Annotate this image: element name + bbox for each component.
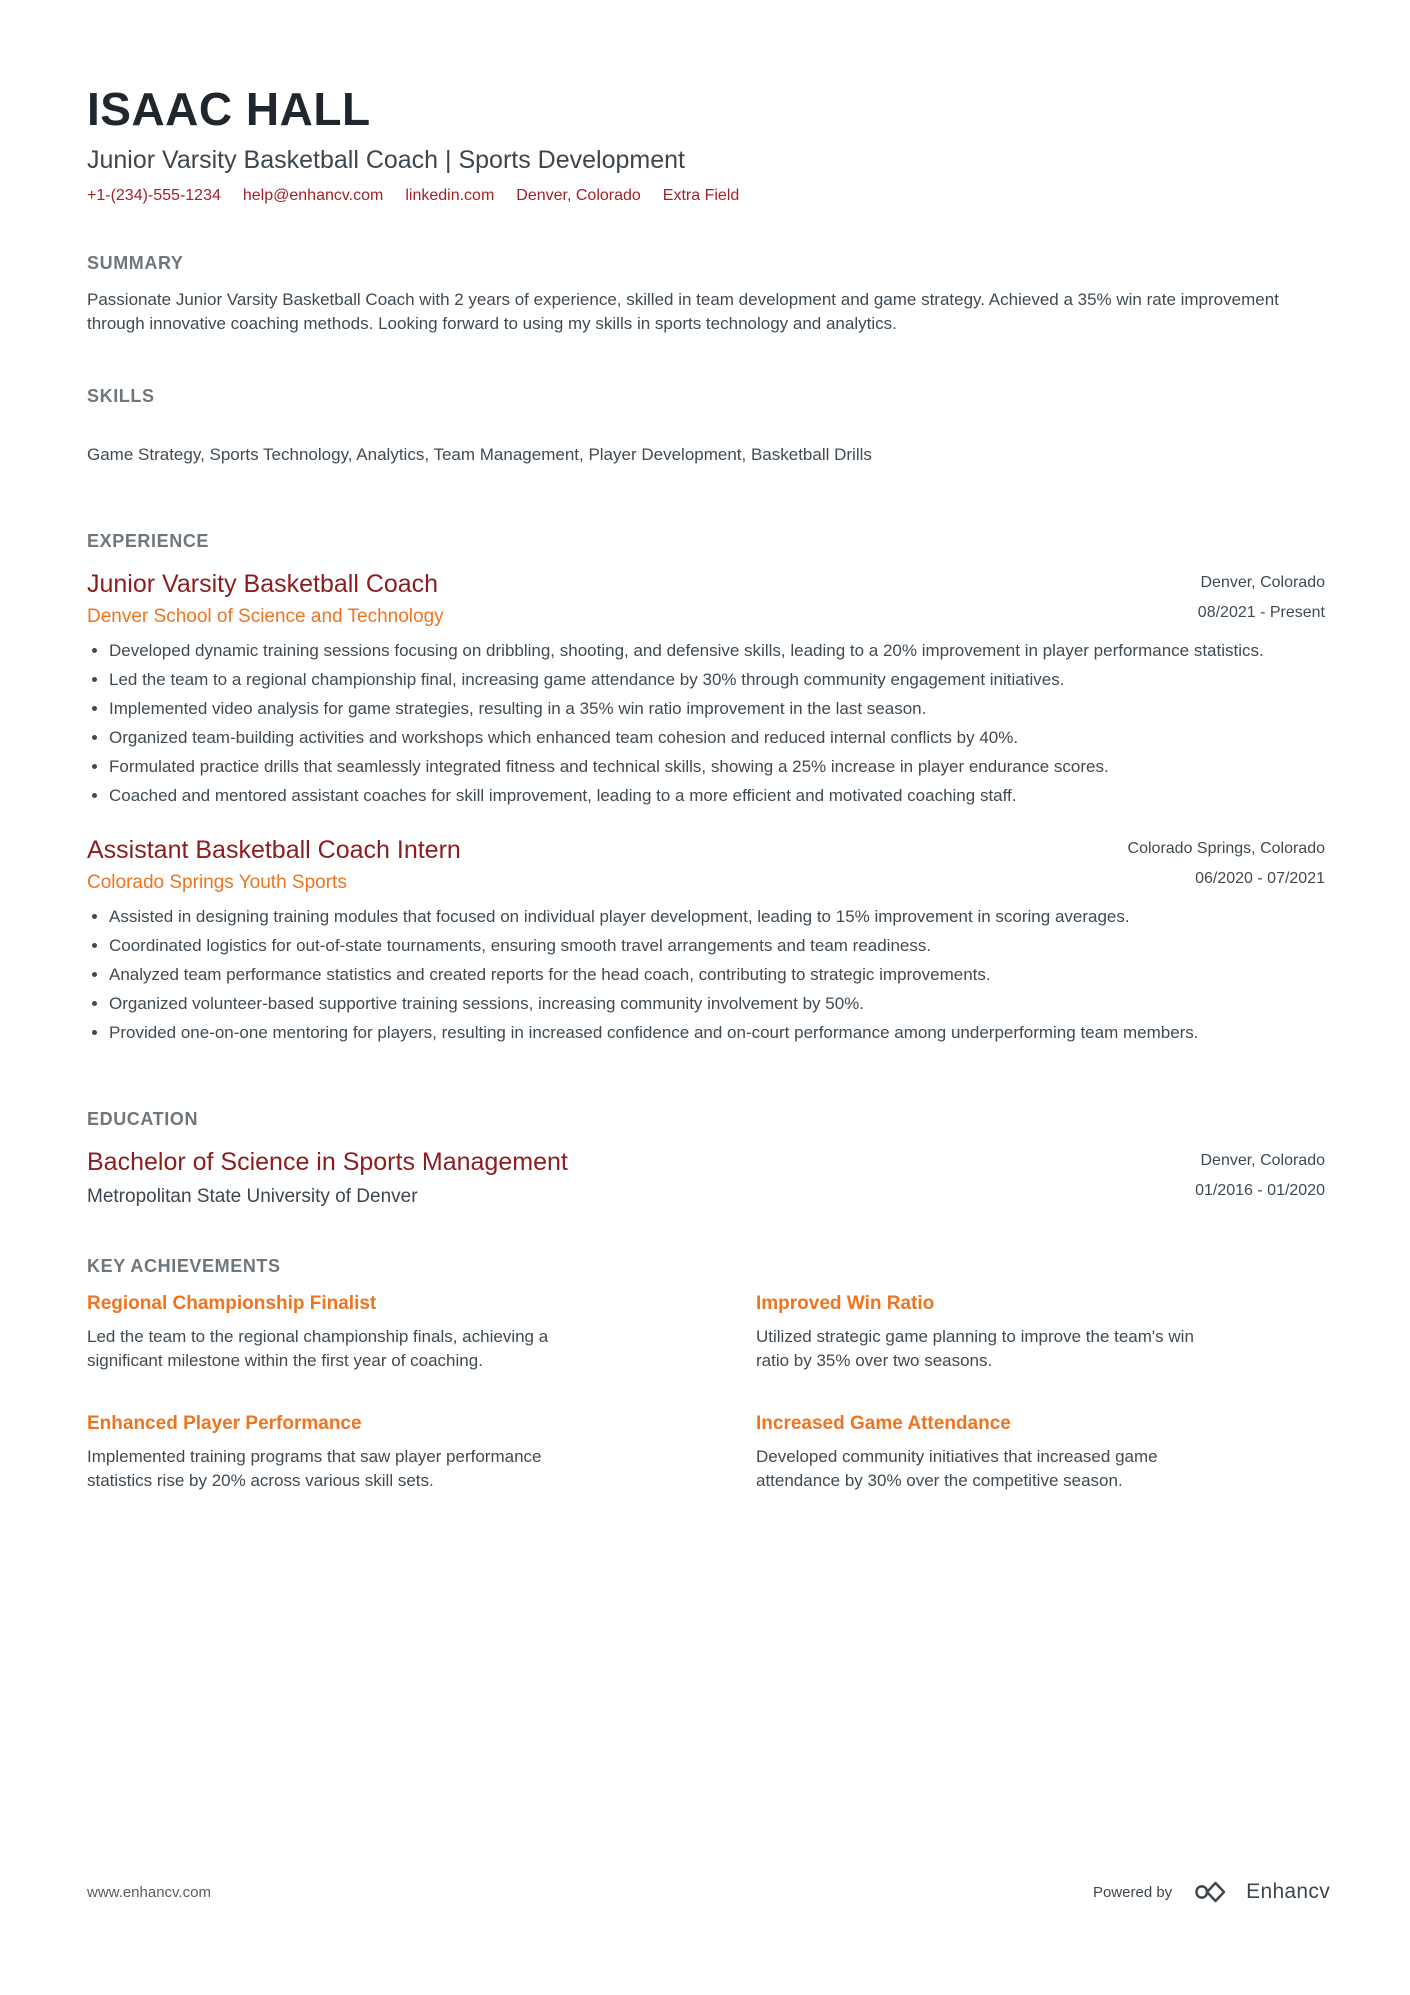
achievement-title: Regional Championship Finalist xyxy=(87,1292,377,1314)
achievement-item xyxy=(756,1293,1325,1373)
experience-entry-2 xyxy=(87,836,1325,1045)
achievement-text: Led the team to the regional championship finals, achieving a significant milestone within the first year of coaching. xyxy=(87,1326,549,1370)
achievement-item xyxy=(87,1413,656,1493)
enhancv-brand-name[interactable]: Enhancv xyxy=(1246,1880,1330,1903)
job-bullet: • Formulated practice drills that seamlessly integrated fitness and technical skills, showing a 25% increase in player endurance scores. xyxy=(109,756,1325,779)
achievement-item xyxy=(87,1293,656,1373)
skills-heading: SKILLS xyxy=(87,386,155,407)
job-dates: 08/2021 - Present xyxy=(1197,604,1325,622)
job-header xyxy=(87,836,1325,894)
job-header xyxy=(87,570,1325,628)
skills-section xyxy=(87,386,1325,465)
job-company: Denver School of Science and Technology xyxy=(87,606,444,628)
enhancv-logo-icon[interactable] xyxy=(1186,1878,1232,1906)
achievement-text: Developed community initiatives that increased game attendance by 30% over the competitive season. xyxy=(756,1446,1158,1490)
contact-phone[interactable]: +1-(234)-555-1234 xyxy=(87,187,221,204)
job-bullet: • Coordinated logistics for out-of-state tournaments, ensuring smooth travel arrangements and team readiness. xyxy=(109,935,1325,958)
job-meta xyxy=(1198,570,1325,622)
job-bullet: • Led the team to a regional championship final, increasing game attendance by 30% through community engagement initiatives. xyxy=(109,669,1325,692)
job-bullet: • Analyzed team performance statistics and created reports for the head coach, contributing to strategic improvements. xyxy=(109,964,1325,987)
experience-entry-1 xyxy=(87,570,1325,808)
summary-text: Passionate Junior Varsity Basketball Coach with 2 years of experience, skilled in team development and game strategy. Achieved a 35% win rate improvement through innovative coaching methods. Looking forward to using my skills in sports technology and analytics. xyxy=(87,290,1279,334)
education-section xyxy=(87,1109,1325,1208)
achievements-grid xyxy=(87,1293,1325,1494)
education-meta xyxy=(1195,1148,1325,1208)
job-bullet: • Implemented video analysis for game strategies, resulting in a 35% win ratio improvement in the last season. xyxy=(109,698,1325,721)
job-location: Denver, Colorado xyxy=(1200,574,1325,592)
job-bullet-list xyxy=(109,640,1325,808)
powered-by-label: Powered by xyxy=(1092,1883,1173,1901)
education-entry xyxy=(87,1148,1325,1208)
candidate-headline: Junior Varsity Basketball Coach | Sports Development xyxy=(87,146,685,174)
education-location: Denver, Colorado xyxy=(1200,1151,1325,1169)
contact-extra-field: Extra Field xyxy=(662,187,740,204)
footer-website-link[interactable]: www.enhancv.com xyxy=(87,1883,211,1901)
job-bullet: • Assisted in designing training modules that focused on individual player development, leading to 15% improvement in scoring averages. xyxy=(109,906,1325,929)
contact-location: Denver, Colorado xyxy=(516,187,641,204)
footer-branding xyxy=(1093,1878,1330,1906)
job-bullet: • Provided one-on-one mentoring for players, resulting in increased confidence and on-court performance among underperforming team members. xyxy=(109,1022,1325,1045)
job-title-block xyxy=(87,836,461,894)
education-degree: Bachelor of Science in Sports Management xyxy=(87,1147,568,1176)
achievement-item xyxy=(756,1413,1325,1493)
resume-header xyxy=(87,82,1325,205)
achievement-text: Utilized strategic game planning to improve the team's win ratio by 35% over two seasons. xyxy=(756,1326,1194,1370)
candidate-name: ISAAC HALL xyxy=(87,83,371,135)
achievement-title: Increased Game Attendance xyxy=(756,1412,1011,1434)
achievement-title: Improved Win Ratio xyxy=(756,1292,935,1314)
job-dates: 06/2020 - 07/2021 xyxy=(1195,869,1325,887)
contact-row xyxy=(87,187,1325,205)
contact-linkedin[interactable]: linkedin.com xyxy=(405,187,495,204)
experience-heading: EXPERIENCE xyxy=(87,531,210,552)
summary-heading: SUMMARY xyxy=(87,253,184,273)
achievements-section xyxy=(87,1256,1325,1494)
education-title-block xyxy=(87,1148,568,1208)
experience-section xyxy=(87,531,1325,1044)
job-title: Junior Varsity Basketball Coach xyxy=(87,570,439,599)
education-school: Metropolitan State University of Denver xyxy=(87,1185,418,1207)
job-bullet: • Organized team-building activities and workshops which enhanced team cohesion and reduced internal conflicts by 40%. xyxy=(109,727,1325,750)
job-company: Colorado Springs Youth Sports xyxy=(87,871,347,893)
job-bullet: • Organized volunteer-based supportive training sessions, increasing community involvement by 50%. xyxy=(109,993,1325,1016)
job-location: Colorado Springs, Colorado xyxy=(1127,839,1325,857)
page-footer xyxy=(87,1878,1330,1906)
achievement-text: Implemented training programs that saw player performance statistics rise by 20% across various skill sets. xyxy=(87,1446,542,1490)
skills-list: Game Strategy, Sports Technology, Analytics, Team Management, Player Development, Basketball Drills xyxy=(87,445,872,465)
job-bullet-list xyxy=(109,906,1325,1045)
job-title: Assistant Basketball Coach Intern xyxy=(87,835,461,864)
education-dates: 01/2016 - 01/2020 xyxy=(1195,1181,1325,1199)
job-meta xyxy=(1128,836,1325,888)
job-bullet: • Developed dynamic training sessions focusing on dribbling, shooting, and defensive skills, leading to a 20% improvement in player performance statistics. xyxy=(109,640,1325,663)
achievement-title: Enhanced Player Performance xyxy=(87,1412,362,1434)
job-title-block xyxy=(87,570,444,628)
summary-section xyxy=(87,253,1325,336)
achievements-heading: KEY ACHIEVEMENTS xyxy=(87,1255,281,1276)
job-bullet: • Coached and mentored assistant coaches for skill improvement, leading to a more efficient and motivated coaching staff. xyxy=(109,785,1325,808)
contact-email[interactable]: help@enhancv.com xyxy=(242,187,384,204)
education-heading: EDUCATION xyxy=(87,1108,199,1129)
